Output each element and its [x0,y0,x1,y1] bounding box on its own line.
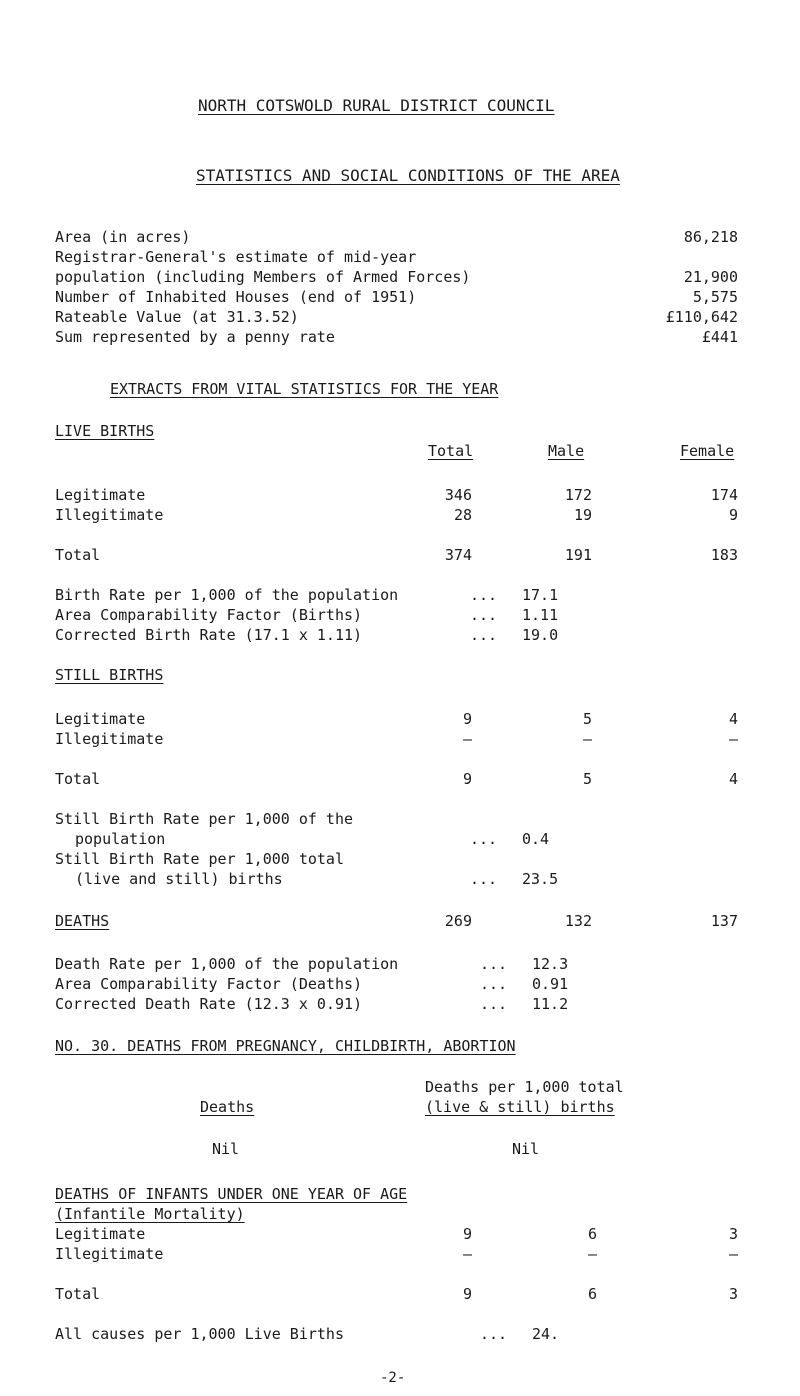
row-label: Illegitimate [55,506,164,524]
col-female: Female [680,442,735,460]
rate-value: 23.5 [522,870,559,888]
rate-value: 24. [532,1325,560,1343]
cell-total: 346 [444,486,472,504]
cell-male: 6 [587,1285,597,1303]
maternal-val1: Nil [212,1140,240,1158]
section-title: STATISTICS AND SOCIAL CONDITIONS OF THE AREA [196,166,620,185]
cell-male: 6 [587,1225,597,1243]
cell-female: 3 [728,1285,738,1303]
rate-dots: ... [480,1325,508,1343]
rate-label: Corrected Birth Rate (17.1 x 1.11) [55,626,363,644]
rate-dots: ... [470,626,498,644]
rate-value: 1.11 [522,606,559,624]
rate-dots: ... [480,975,508,993]
stat-label: Area (in acres) [55,228,191,246]
cell-female: 9 [728,506,738,524]
stat-label: Rateable Value (at 31.3.52) [55,308,299,326]
rate-label: Still Birth Rate per 1,000 total [55,850,344,868]
cell-male: 5 [582,770,592,788]
rate-value: 17.1 [522,586,559,604]
rate-value: 12.3 [532,955,569,973]
col-total: Total [428,442,474,460]
row-label: Total [55,546,101,564]
rate-value: 0.91 [532,975,569,993]
cell-female: – [728,730,738,748]
maternal-col2-line2: (live & still) births [425,1098,615,1116]
rate-label-cont: (live and still) births [75,870,283,888]
rate-dots: ... [480,995,508,1013]
cell-total: 9 [462,1285,472,1303]
page-number: -2- [380,1370,406,1386]
still-births-heading: STILL BIRTHS [55,666,164,684]
cell-female: 3 [728,1225,738,1243]
rate-label: Area Comparability Factor (Births) [55,606,363,624]
stat-value: 5,575 [692,288,738,306]
rate-value: 19.0 [522,626,559,644]
cell-total: – [462,730,472,748]
cell-total: – [462,1245,472,1263]
cell-male: 5 [582,710,592,728]
rate-dots: ... [470,606,498,624]
cell-total: 269 [444,912,472,930]
cell-female: – [728,1245,738,1263]
rate-dots: ... [480,955,508,973]
row-label: Illegitimate [55,1245,164,1263]
live-births-heading: LIVE BIRTHS [55,422,155,440]
rate-label-cont: population [75,830,166,848]
cell-female: 137 [710,912,738,930]
rate-value: 11.2 [532,995,569,1013]
row-label: Legitimate [55,486,146,504]
rate-label: Death Rate per 1,000 of the population [55,955,399,973]
stat-value: 21,900 [683,268,738,286]
stat-label: Number of Inhabited Houses (end of 1951) [55,288,417,306]
cell-male: 19 [573,506,592,524]
cell-male: – [582,730,592,748]
cell-female: 183 [710,546,738,564]
cell-female: 4 [728,770,738,788]
cell-total: 28 [453,506,472,524]
cell-total: 9 [462,770,472,788]
rate-dots: ... [470,586,498,604]
stat-value: 86,218 [683,228,738,246]
cell-male: – [587,1245,597,1263]
cell-female: 174 [710,486,738,504]
cell-total: 9 [462,710,472,728]
maternal-col2-line1: Deaths per 1,000 total [425,1078,624,1096]
cell-female: 4 [728,710,738,728]
rate-label: Birth Rate per 1,000 of the population [55,586,399,604]
cell-total: 9 [462,1225,472,1243]
row-label: Total [55,770,101,788]
maternal-heading: NO. 30. DEATHS FROM PREGNANCY, CHILDBIRTH, ABORTION [55,1037,516,1055]
council-title: NORTH COTSWOLD RURAL DISTRICT COUNCIL [198,96,555,115]
vital-heading: EXTRACTS FROM VITAL STATISTICS FOR THE YEAR [110,380,499,398]
stat-label: population (including Members of Armed Forces) [55,268,471,286]
row-label: Illegitimate [55,730,164,748]
stat-label: Registrar-General's estimate of mid-year [55,248,417,266]
maternal-val2: Nil [512,1140,540,1158]
rate-label: Still Birth Rate per 1,000 of the [55,810,354,828]
rate-dots: ... [470,870,498,888]
infants-heading: DEATHS OF INFANTS UNDER ONE YEAR OF AGE [55,1185,408,1203]
rate-label: All causes per 1,000 Live Births [55,1325,344,1343]
row-label: Total [55,1285,101,1303]
stat-value: £110,642 [665,308,738,326]
row-label: Legitimate [55,1225,146,1243]
rate-dots: ... [470,830,498,848]
row-label: Legitimate [55,710,146,728]
cell-male: 172 [564,486,592,504]
maternal-col1: Deaths [200,1098,255,1116]
deaths-heading: DEATHS [55,912,110,930]
rate-value: 0.4 [522,830,550,848]
stat-label: Sum represented by a penny rate [55,328,335,346]
col-male: Male [548,442,585,460]
cell-male: 132 [564,912,592,930]
cell-male: 191 [564,546,592,564]
cell-total: 374 [444,546,472,564]
stat-value: £441 [701,328,738,346]
infants-subheading: (Infantile Mortality) [55,1205,245,1223]
rate-label: Area Comparability Factor (Deaths) [55,975,363,993]
rate-label: Corrected Death Rate (12.3 x 0.91) [55,995,363,1013]
